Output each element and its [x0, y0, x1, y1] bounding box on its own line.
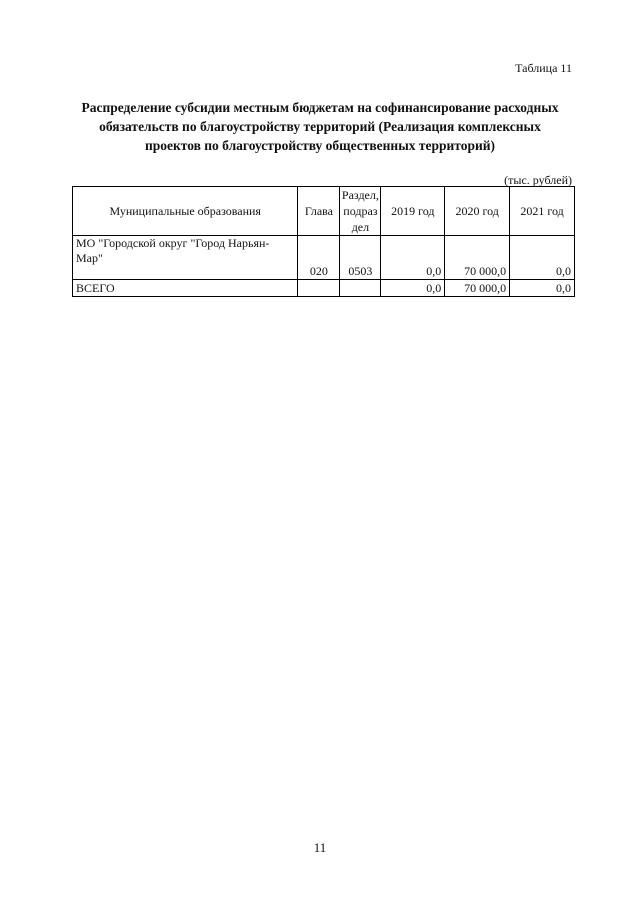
- header-2019: 2019 год: [381, 187, 445, 236]
- header-chapter: Глава: [298, 187, 340, 236]
- total-label: ВСЕГО: [73, 280, 298, 297]
- cell-section: 0503: [340, 236, 381, 280]
- total-2021: 0,0: [510, 280, 575, 297]
- total-2020: 70 000,0: [445, 280, 510, 297]
- header-section: Раздел, подраз дел: [340, 187, 381, 236]
- cell-2021: 0,0: [510, 236, 575, 280]
- header-2020: 2020 год: [445, 187, 510, 236]
- cell-municipality: МО "Городской округ "Город Нарьян-Мар": [73, 236, 298, 280]
- cell-2020: 70 000,0: [445, 236, 510, 280]
- unit-note: (тыс. рублей): [504, 173, 572, 187]
- total-2019: 0,0: [381, 280, 445, 297]
- total-row: [73, 280, 575, 297]
- total-section: [340, 280, 381, 297]
- table-label: Таблица 11: [515, 61, 572, 75]
- header-municipality: Муниципальные образования: [73, 187, 298, 236]
- subsidy-table: [72, 186, 575, 297]
- table-header-row: [73, 187, 575, 236]
- total-chapter: [298, 280, 340, 297]
- page-number: 11: [313, 840, 327, 855]
- cell-2019: 0,0: [381, 236, 445, 280]
- table-row: [73, 236, 575, 280]
- header-2021: 2021 год: [510, 187, 575, 236]
- document-title: Распределение субсидии местным бюджетам на софинансирование расходных обязательств по благоустройству территорий (Реализация комплексных проектов по благоустройству общественных территорий): [81, 100, 559, 153]
- cell-chapter: 020: [298, 236, 340, 280]
